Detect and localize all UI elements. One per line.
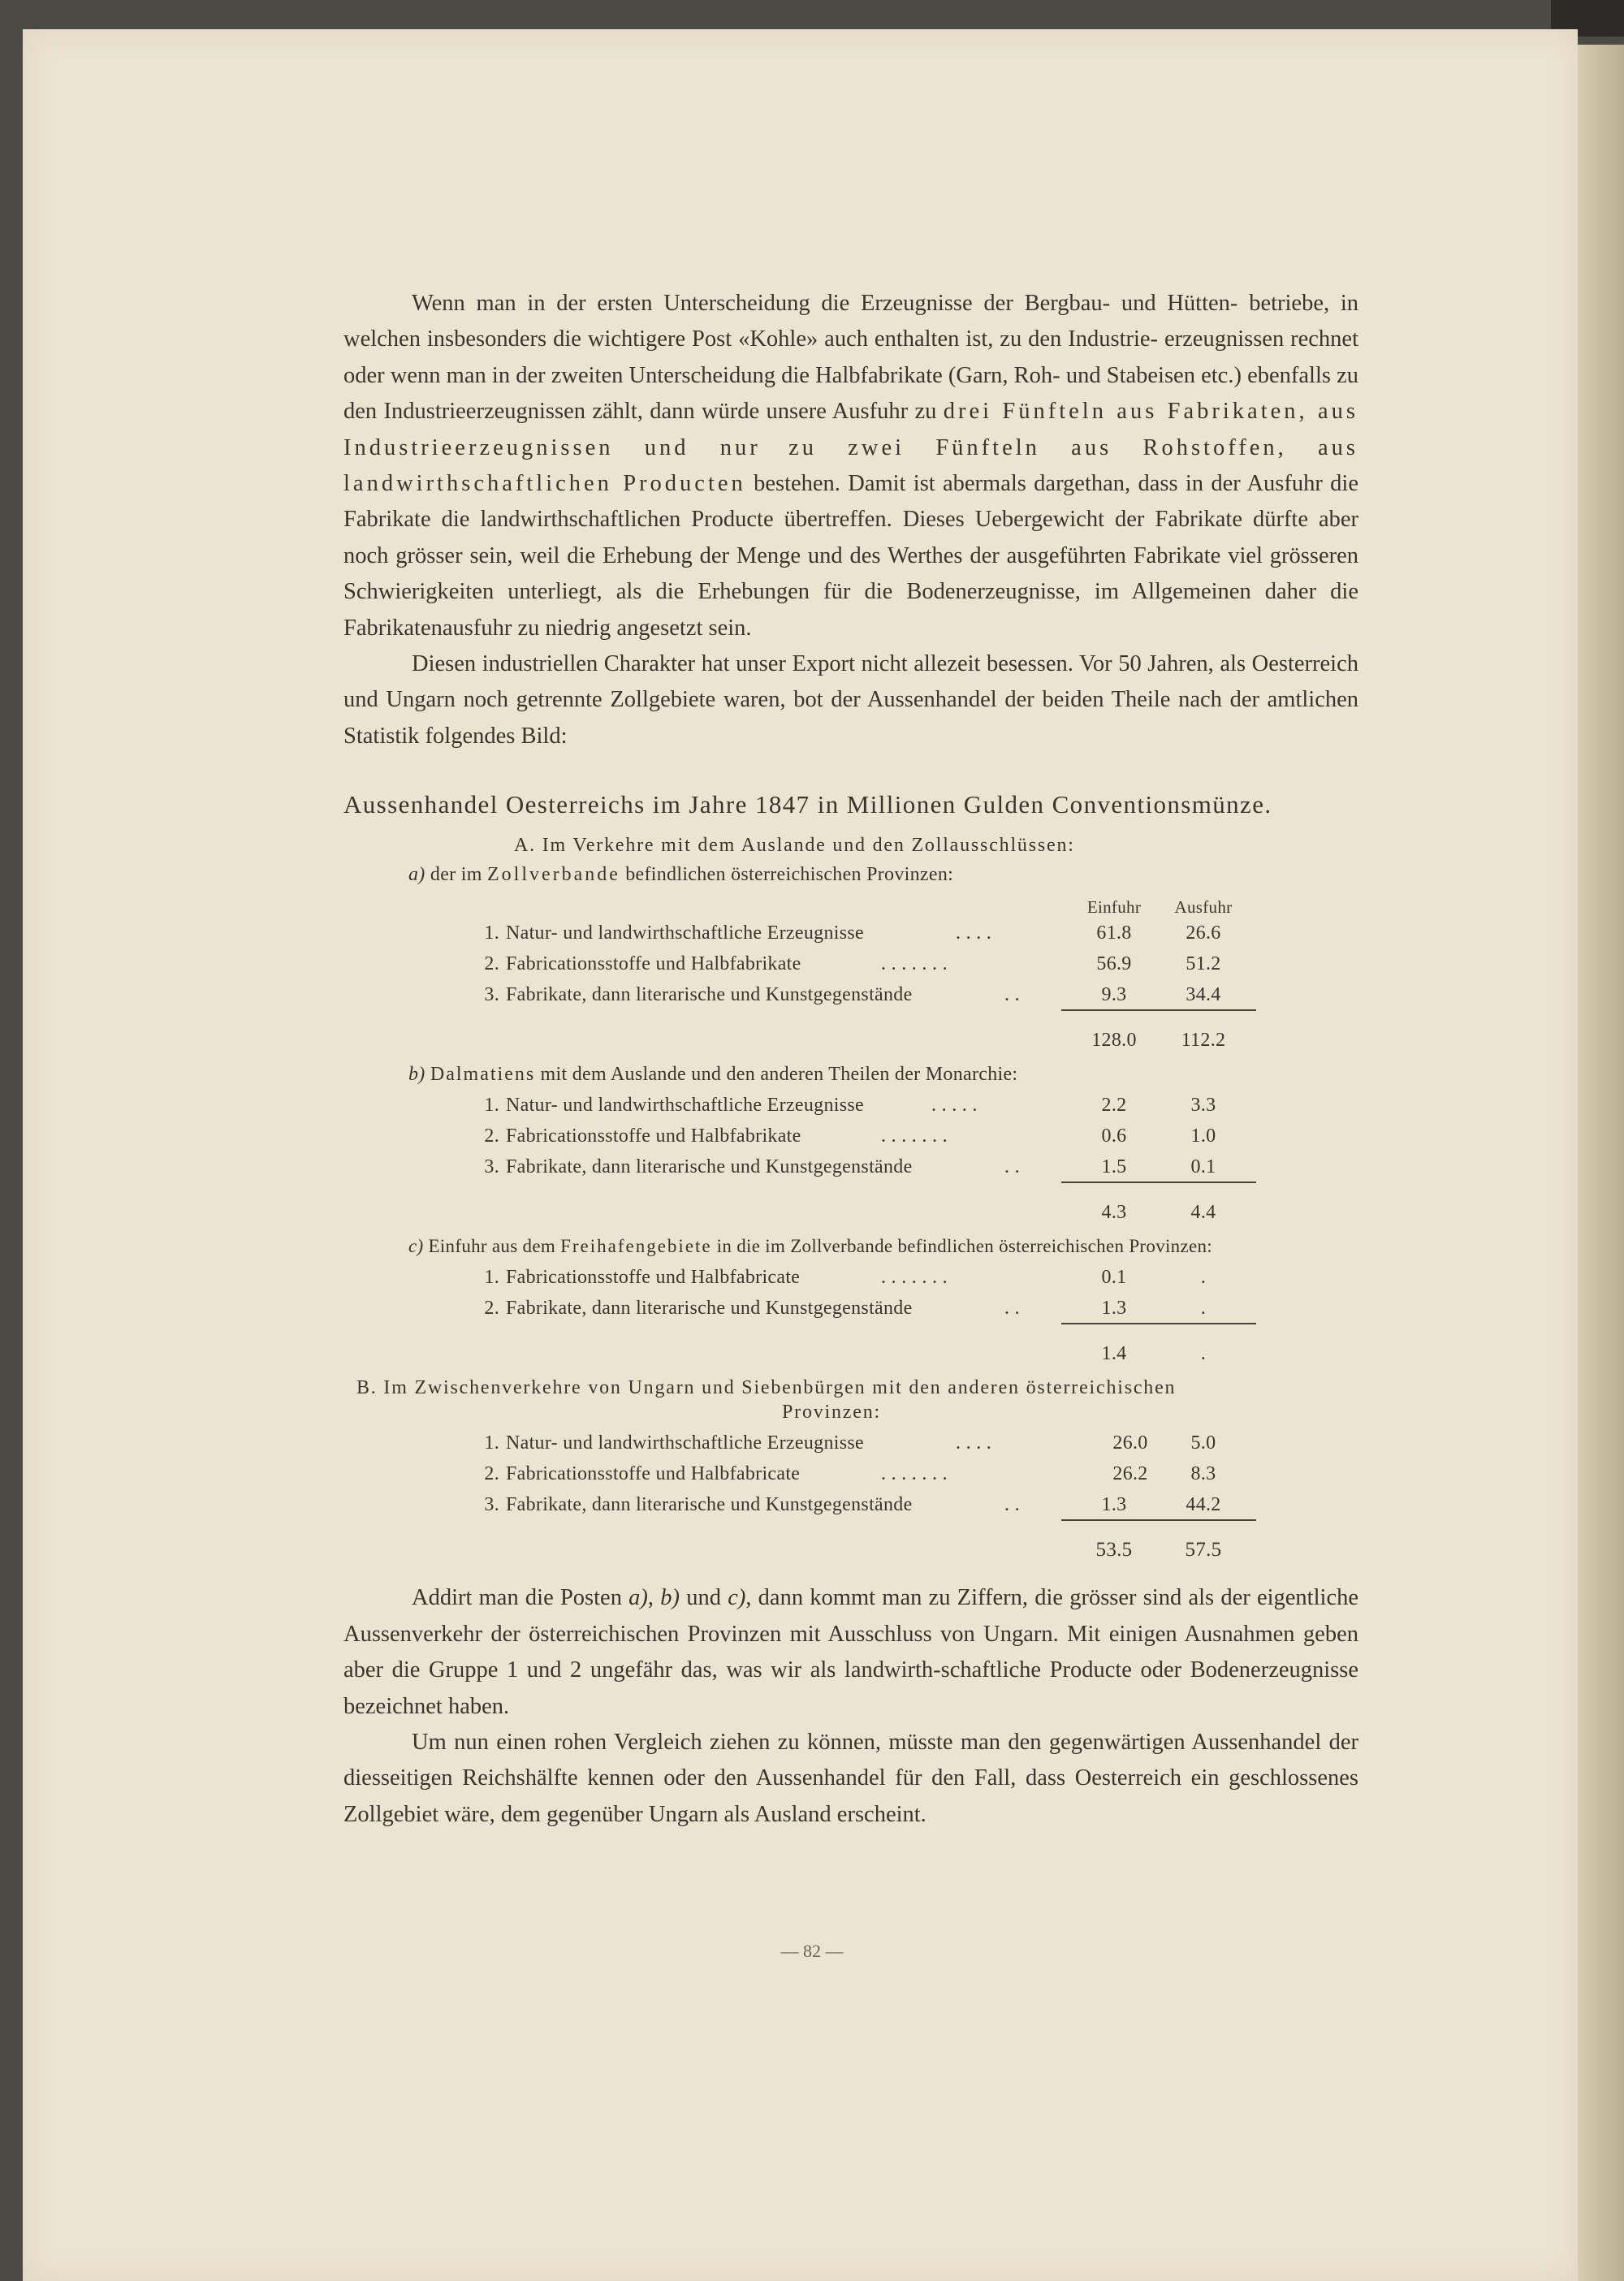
paragraph-1-line: die Fabrikatenausfuhr zu niedrig angesetzt sein. [343,579,1358,641]
row-number: 2. [484,953,499,975]
export-value: 8.3 [1190,1463,1216,1485]
emphasis-spaced: Freihafengebiete [560,1236,712,1257]
subsection-text: der im [425,864,487,886]
subsection-text: in die im Zollverbande befindlichen österreichischen Provinzen: [711,1236,1212,1257]
subsection-mark: a) [408,864,425,886]
total-export: 57.5 [1185,1539,1222,1562]
leader-dots: . . [1004,984,1020,1006]
row-label: Fabricationsstoffe und Halbfabrikate [506,1125,801,1147]
row-number: 2. [484,1125,499,1147]
leader-dots: . . [1004,1298,1020,1320]
subsection-text: Einfuhr aus dem [423,1236,561,1257]
row-number: 1. [484,1432,499,1454]
paragraph-1-line: Schwierigkeiten unterliegt, als die Erhebungen für die Bodenerzeugnisse, im Allgemeinen daher [343,579,1317,605]
row-label: Natur- und landwirthschaftliche Erzeugnisse [506,1095,864,1117]
row-label: Fabrikate, dann literarische und Kunstgegenstände [506,984,913,1006]
row-number: 3. [484,1156,499,1178]
total-export: . [1200,1343,1207,1365]
import-value: 0.6 [1101,1125,1127,1147]
table-row [477,1118,1289,1147]
table-row [477,1487,1289,1516]
section-b-title: B. Im Zwischenverkehre von Ungarn und Siebenbürgen mit den anderen österreichischen [356,1377,1177,1399]
table-row [477,1087,1289,1117]
row-number: 1. [484,922,499,944]
table-row [477,1456,1289,1485]
row-label: Natur- und landwirthschaftliche Erzeugnisse [506,922,864,944]
export-value: 44.2 [1186,1494,1221,1516]
row-label: Fabricationsstoffe und Halbfabrikate [506,953,801,975]
total-import: 128.0 [1091,1030,1137,1052]
import-value: 26.0 [1112,1432,1148,1454]
paragraph-1-line: Roh- und Stabeisen etc.) ebenfalls zu den Industrieerzeugnissen zählt, dann würde unsere [343,362,1359,425]
leader-dots: . . . . [956,922,992,944]
import-value: 2.2 [1101,1095,1127,1117]
subsection-mark: b) [408,1064,425,1086]
paragraph-1-line: Wenn man in der ersten Unterscheidung die Erzeugnisse der Bergbau- und Hütten- [412,291,1238,316]
emphasis-spaced: Dalmatiens [430,1064,536,1086]
paragraph-3-text: Addirt man die Posten [412,1585,629,1611]
column-header-import: Einfuhr [1086,897,1142,918]
subsection-text: befindlichen österreichischen Provinzen: [620,864,954,886]
paragraph-1-line: die Erhebung der Menge und des Werthes der ausgeführten Fabrikate viel grösseren [567,542,1359,568]
paragraph-1-line: betriebe, in welchen insbesonders die wichtigere Post «Kohle» auch enthalten ist, zu den Industrie- [343,291,1359,352]
section-b-title-continued: Provinzen: [782,1402,881,1423]
import-value: 1.5 [1101,1156,1127,1178]
import-value: 26.2 [1112,1463,1148,1485]
row-number: 1. [484,1267,499,1289]
export-value: . [1200,1298,1207,1320]
export-value: 1.0 [1190,1125,1216,1147]
export-value: 51.2 [1186,953,1221,975]
subsection-mark: c) [408,1236,424,1257]
paragraph-1-text: bestehen. [745,471,840,497]
row-label: Fabricationsstoffe und Halbfabricate [506,1267,801,1289]
sum-rule [1061,1323,1256,1324]
table-row [477,946,1289,975]
row-label: Fabricationsstoffe und Halbfabricate [506,1463,801,1485]
row-label: Fabrikate, dann literarische und Kunstgegenstände [506,1156,913,1178]
paragraph-3 [343,1580,1358,1725]
leader-dots: . . . . . . . [881,1463,948,1485]
import-value: 61.8 [1096,922,1132,944]
column-header-export: Ausfuhr [1174,897,1233,918]
sum-rule [1061,1182,1256,1183]
export-value: 5.0 [1190,1432,1216,1454]
page-number: — 82 — [780,1941,844,1961]
page-content [343,286,1358,1833]
table-row [477,1259,1289,1289]
table-row [477,1149,1289,1178]
leader-dots: . . . . . [931,1095,978,1117]
row-number: 1. [484,1095,499,1117]
row-number: 3. [484,1494,499,1516]
leader-dots: . . [1004,1494,1020,1516]
emphasis-spaced: drei Fünfteln aus Fabrikaten, aus Industrieerzeugnissen und nur [343,399,1358,460]
paragraph-3-text: , [647,1585,661,1611]
subsection-a-title [408,857,953,892]
paragraph-4: Um nun einen rohen Vergleich ziehen zu können, müsste man den gegenwärtigen Aussenhandel der diesseitigen Reichshälfte kennen oder den Aussenhandel für den Fall, dass Oesterreich ein geschlossenes Zollgebiet wäre, dem gegenüber Ungarn als Ausland erscheint. [343,1729,1358,1827]
import-value: 9.3 [1101,984,1127,1006]
import-value: 0.1 [1101,1267,1127,1289]
table-row [477,915,1289,944]
paragraph-1-line: erzeugnissen rechnet oder wenn man in der zweiten Unterscheidung die Halbfabrikate (Garn, [343,326,1358,388]
row-number: 2. [484,1463,499,1485]
export-value: 26.6 [1186,922,1221,944]
total-import: 1.4 [1101,1343,1127,1365]
leader-dots: . . . . . . . [881,953,948,975]
total-import: 4.3 [1101,1202,1127,1224]
item-mark: b) [660,1585,680,1611]
import-value: 56.9 [1096,953,1132,975]
emphasis-spaced: zu zwei Fünfteln aus Rohstoffen, aus landwirthschaftlichen Producten [343,434,1358,497]
export-value: 34.4 [1186,984,1221,1006]
leader-dots: . . . . . . . [881,1267,948,1289]
row-number: 2. [484,1298,499,1320]
trade-table [343,821,1358,1580]
leader-dots: . . [1004,1156,1020,1178]
paragraph-1 [343,286,1358,646]
paragraph-3-text: , dann kommt man zu Ziffern, die grösser sind als der eigentliche Aussenverkehr der österreichischen Provinzen mit Ausschluss von Ungarn. Mit einigen Ausnahmen geben aber die Gruppe 1 und 2 ungefähr das, was wir als landwirth-schaftliche Producte oder Bodenerzeugnisse bezeichnet haben. [343,1585,1358,1719]
leader-dots: . . . . . . . [881,1125,948,1147]
total-export: 4.4 [1190,1202,1216,1224]
table-row [477,1290,1289,1320]
table-row [477,977,1289,1006]
leader-dots: . . . . [956,1432,992,1454]
import-value: 1.3 [1101,1494,1127,1516]
table-row [477,1425,1289,1454]
paragraph-3-text: und [680,1585,728,1611]
import-value: 1.3 [1101,1298,1127,1320]
export-value: . [1200,1267,1207,1289]
total-export: 112.2 [1181,1030,1226,1052]
row-label: Fabrikate, dann literarische und Kunstgegenstände [506,1298,913,1320]
item-mark: a) [628,1585,648,1611]
paragraph-1-line: Damit ist abermals dargethan, dass in der Ausfuhr die Fabrikate die landwirthschaftlichen [343,471,1358,533]
table-caption: Aussenhandel Oesterreichs im Jahre 1847 in Millionen Gulden Conventionsmünze. [343,790,1272,819]
paragraph-2-line: Diesen industriellen Charakter hat unser Export nicht allezeit besessen. Vor 50 Jahren, [412,651,1214,677]
section-a-title: A. Im Verkehre mit dem Auslande und den Zollausschlüssen: [514,835,1075,857]
sum-rule [1061,1519,1256,1521]
row-label: Natur- und landwirthschaftliche Erzeugnisse [506,1432,864,1454]
export-value: 0.1 [1190,1156,1216,1178]
row-number: 3. [484,984,499,1006]
subsection-text: mit dem Auslande und den anderen Theilen der Monarchie: [535,1064,1018,1086]
total-import: 53.5 [1095,1539,1133,1562]
paragraph-1-line: Producte übertreffen. Dieses Uebergewicht der Fabrikate dürfte aber noch grösser sein, weil [343,507,1359,568]
paragraph-2 [343,646,1358,754]
sum-rule [1061,1009,1256,1011]
item-mark: c) [728,1585,746,1611]
paragraph-2-line: als Oesterreich und Ungarn noch getrennte Zollgebiete waren, bot der Aussenhandel der [343,651,1358,713]
emphasis-spaced: Zollverbande [486,864,620,886]
paragraph-2-line: beiden Theile nach der amtlichen Statistik folgendes Bild: [343,687,1359,749]
row-label: Fabrikate, dann literarische und Kunstgegenstände [506,1494,913,1516]
export-value: 3.3 [1190,1095,1216,1117]
paragraph-1-text: Ausfuhr zu [831,399,944,425]
